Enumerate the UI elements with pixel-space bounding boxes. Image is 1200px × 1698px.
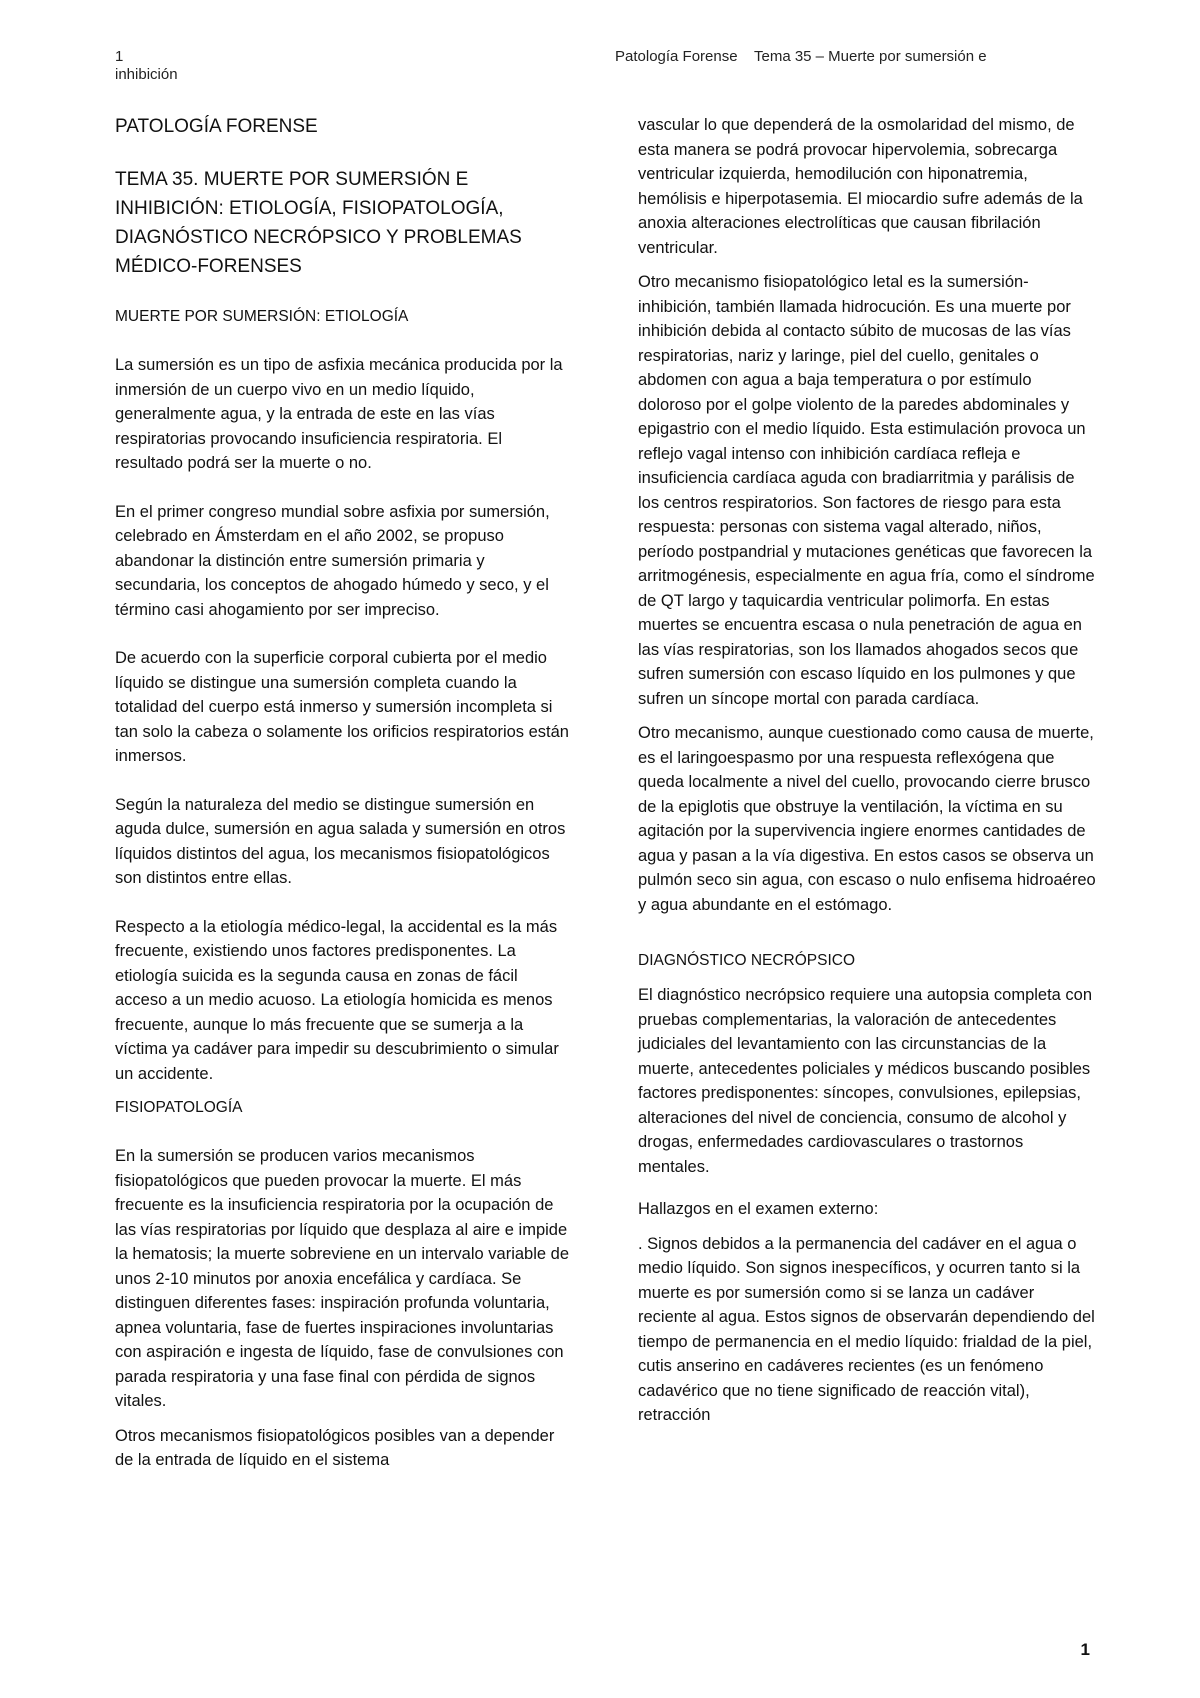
section-heading-etiologia: MUERTE POR SUMERSIÓN: ETIOLOGÍA (115, 308, 409, 325)
paragraph: En el primer congreso mundial sobre asfixia por sumersión, celebrado en Ámsterdam en el año 2002, se propuso abandonar la distinción entre sumersión primaria y secundaria, los conceptos de ahogado húmedo y seco, y el término casi ahogamiento por ser impreciso. (115, 502, 550, 619)
paragraph: El diagnóstico necrópsico requiere una autopsia completa con pruebas complementarias, la valoración de antecedentes judiciales del levantamiento con las circunstancias de la muerte, antecedentes policiales y médicos buscando posibles factores predisponentes: síncopes, convulsiones, epilepsias, alteraciones del nivel de conciencia, consumo de alcohol y drogas, enfermedades cardiovasculares o trastornos mentales. (638, 986, 1093, 1176)
running-header-right: Patología Forense Tema 35 – Muerte por sumersión e (615, 48, 987, 65)
right-column (638, 113, 1096, 1438)
page-number: 1 (1080, 1640, 1090, 1659)
paragraph: Otro mecanismo fisiopatológico letal es la sumersión-inhibición, también llamada hidrocución. Es una muerte por inhibición debida al contacto súbito de mucosas de las vías respiratorias, nariz y laringe, piel del cuello, genitales o abdomen con agua a baja temperatura o por estímulo doloroso por el golpe violento de la paredes abdominales y epigastrio con el medio líquido. Esta estimulación provoca un reflejo vagal intenso con inhibición cardíaca refleja e insuficiencia cardíaca aguda con bradiarritmia y parálisis de los centros respiratorios. Son factores de riesgo para esta respuesta: personas con sistema vagal alterado, niños, período postpandrial y mutaciones genéticas que favorecen la arritmogénesis, especialmente en agua fría, como el síndrome de QT largo y taquicardia ventricular polimorfa. En estas muertes se encuentra escasa o nula penetración de agua en las vías respiratorias, son los llamados ahogados secos que sufren sumersión con escaso líquido en los pulmones y que sufren un síncope mortal con parada cardíaca. (638, 273, 1095, 708)
paragraph: vascular lo que dependerá de la osmolaridad del mismo, de esta manera se podrá provocar hipervolemia, sobrecarga ventricular izquierda, hemodilución con hiponatremia, hemólisis e hiperpotasemia. El miocardio sufre además de la anoxia alteraciones electrolíticas que causan fibrilación ventricular. (638, 116, 1083, 257)
header-continuation: inhibición (115, 66, 178, 83)
left-column (115, 112, 573, 1497)
section-heading-fisiopatologia: FISIOPATOLOGÍA (115, 1099, 243, 1116)
paragraph: Según la naturaleza del medio se distingue sumersión en aguda dulce, sumersión en agua salada y sumersión en otros líquidos distintos del agua, los mecanismos fisiopatológicos son distintos entre ellas. (115, 795, 566, 887)
running-header-left (115, 48, 235, 84)
topic-title: TEMA 35. MUERTE POR SUMERSIÓN E INHIBICIÓN: ETIOLOGÍA, FISIOPATOLOGÍA, DIAGNÓSTICO NECRÓPSICO Y PROBLEMAS MÉDICO-FORENSES (115, 169, 522, 277)
header-page-number: 1 (115, 48, 124, 65)
paragraph: La sumersión es un tipo de asfixia mecánica producida por la inmersión de un cuerpo vivo en un medio líquido, generalmente agua, y la entrada de este en las vías respiratorias provocando insuficiencia respiratoria. El resultado podrá ser la muerte o no. (115, 356, 563, 472)
paragraph: . Signos debidos a la permanencia del cadáver en el agua o medio líquido. Son signos inespecíficos, y ocurren tanto si la muerte es por sumersión como si se lanza un cadáver reciente al agua. Estos signos de observarán dependiendo del tiempo de permanencia en el medio líquido: frialdad de la piel, cutis anserino en cadáveres recientes (es un fenómeno cadavérico que no tiene significado de reacción vital), retracción (638, 1234, 1095, 1424)
paragraph: Otro mecanismo, aunque cuestionado como causa de muerte, es el laringoespasmo por una respuesta reflexógena que queda localmente a nivel del cuello, provocando cierre brusco de la epiglotis que obstruye la ventilación, la víctima en su agitación por la supervivencia ingiere enormes cantidades de agua y pasan a la vía digestiva. En estos casos se observa un pulmón seco sin agua, con escaso o nulo enfisema hidroaéreo y agua abundante en el estómago. (638, 724, 1096, 914)
paragraph: Respecto a la etiología médico-legal, la accidental es la más frecuente, existiendo unos factores predisponentes. La etiología suicida es la segunda causa en zonas de fácil acceso a un medio acuoso. La etiología homicida es menos frecuente, aunque lo más frecuente que se sumerja a la víctima ya cadáver para impedir su descubrimiento o simular un accidente. (115, 917, 559, 1083)
paragraph: De acuerdo con la superficie corporal cubierta por el medio líquido se distingue una sumersión completa cuando la totalidad del cuerpo está inmerso y sumersión incompleta si tan solo la cabeza o solamente los orificios respiratorios están inmersos. (115, 649, 569, 765)
document-title: PATOLOGÍA FORENSE (115, 116, 318, 137)
subheading-examen-externo: Hallazgos en el examen externo: (638, 1200, 879, 1218)
paragraph: Otros mecanismos fisiopatológicos posibles van a depender de la entrada de líquido en el sistema (115, 1426, 555, 1469)
paragraph: En la sumersión se producen varios mecanismos fisiopatológicos que pueden provocar la muerte. El más frecuente es la insuficiencia respiratoria por la ocupación de las vías respiratorias por líquido que desplaza al aire e impide la hematosis; la muerte sobreviene en un intervalo variable de unos 2-10 minutos por anoxia encefálica y cardíaca. Se distinguen diferentes fases: inspiración profunda voluntaria, apnea voluntaria, fase de fuertes inspiraciones involuntarias con aspiración e ingesta de líquido, fase de convulsiones con parada respiratoria y una fase final con pérdida de signos vitales. (115, 1147, 570, 1410)
section-heading-diagnostico: DIAGNÓSTICO NECRÓPSICO (638, 952, 856, 969)
